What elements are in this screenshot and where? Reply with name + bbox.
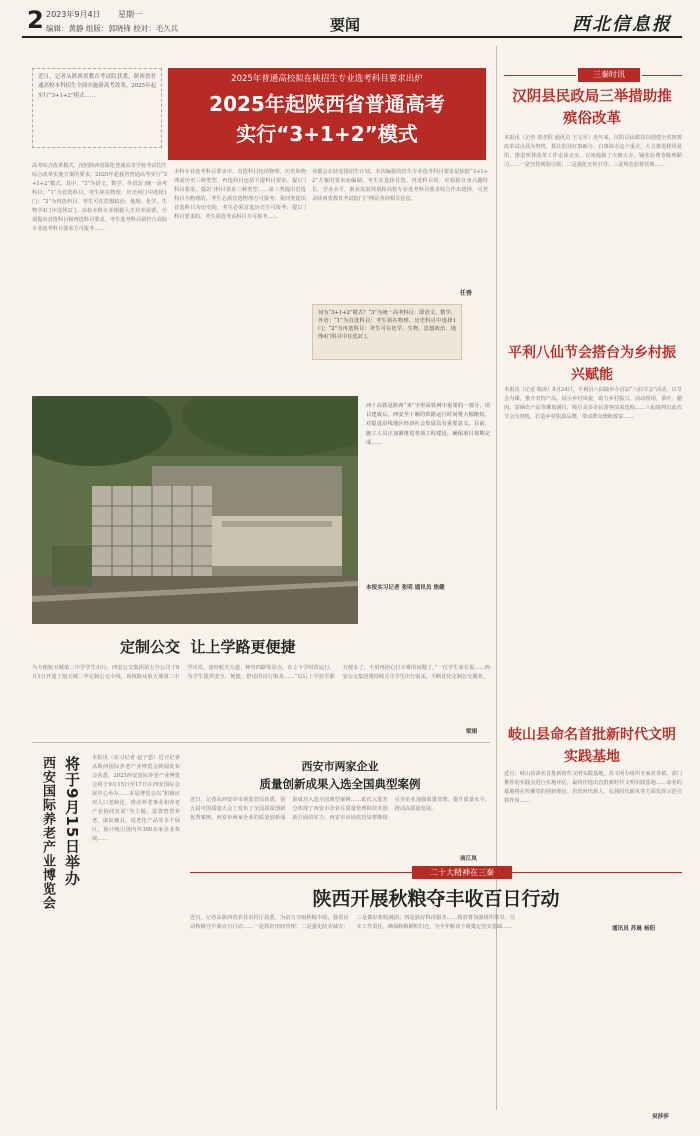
lead-title-line1: 2025年起陕西省普通高考 bbox=[209, 92, 445, 116]
rail-photo-credit: 本报实习记者 张明 通讯员 焦健 bbox=[366, 585, 445, 591]
quality-credit: 南江岚 bbox=[460, 856, 477, 862]
lead-banner bbox=[168, 68, 486, 160]
right-kicker-text: 三秦时讯 bbox=[593, 70, 625, 79]
bottom-credit: 吴莎莎 bbox=[652, 1114, 669, 1120]
rail-photo-art bbox=[32, 396, 358, 624]
expo-headline-1: 将于9月15日举办 bbox=[63, 756, 81, 887]
lead-subtitle: 2025年普通高校拟在陕招生专业选考科目要求出炉 bbox=[231, 74, 423, 84]
bottom-kicker bbox=[412, 866, 512, 879]
issue-date: 2023年9月4日 bbox=[46, 10, 101, 19]
traffic-body: 为方便航天城第二中学学生出行，西安公交集团第五分公司于9月1日开通了航天城二中定制公交专线，该线路从航天城第二中学出发，途经航天大道、神舟四路等站点，在上下学时段运行，为学生提供安全、便捷、舒适的出行服务……“以后上学放学都方便多了，不用再担心打车难的问题了。”一位学生家长说……西安公交集团将持续关注学生出行需求，不断优化定制公交服务。 bbox=[32, 665, 490, 680]
right-mid-title: 平利八仙节会搭台为乡村振兴赋能 bbox=[508, 345, 676, 383]
right-kicker bbox=[578, 68, 640, 82]
bottom-kicker-text: 二十大精神在三秦 bbox=[430, 868, 494, 877]
right-low-credit: 通讯员 苏晨 杨阳 bbox=[612, 926, 656, 932]
quality-body: 近日，记者从西安市市场监管局获悉，第五届中国质量大会上发布了全国质量创新优秀案例，西安市两家企业的质量创新成果成功入选全国典型案例……此次入选充分体现了西安市企业在质量管理和技术创新方面的实力，西安市市场监管局将继续引导企业加强质量管理，提升质量水平，推动高质量发展。 bbox=[190, 797, 490, 821]
traffic-credit: 梁娟 bbox=[466, 729, 478, 735]
traffic-divider bbox=[32, 742, 490, 743]
masthead: 西北信息报 bbox=[572, 14, 672, 35]
right-top-body: 本报讯（记者 贺孝程 通讯员 王文军）近年来，汉阴县民政局以创建全省殡葬改革试点县为契机，抓住倡导红事新办、白事简办这个重点，大力推进移风易俗，推进殡葬改革工作走深走实，有效遏制了大操大办、铺张浪费等陈规陋习……一是坚持规划引领；二是强化宣传引导；三是规范监督管理…… bbox=[504, 135, 682, 168]
lead-quote-box bbox=[312, 304, 462, 360]
expo-vertical-headline bbox=[32, 750, 90, 1050]
right-low-body: 近日，岐山县命名首批新时代文明实践基地，县文明办组织专家对各镇、部门推荐的实践点进行实地评估，最终评选出首批新时代文明实践基地……命名的基地将在传播党的创新理论、培育时代新人、弘扬时代新风等方面发挥示范引领作用…… bbox=[504, 771, 682, 804]
lead-intro: 近日，记者从陕西省教育考试院获悉，陕西省普通高校本科招生全面实施新高考改革，2025年起实行“3+1+2”模式…… bbox=[38, 74, 156, 99]
expo-headline-2: 西安国际养老产业博览会 bbox=[40, 756, 55, 910]
right-low-title: 岐山县命名首批新时代文明实践基地 bbox=[508, 727, 676, 765]
issue-weekday: 星期一 bbox=[118, 10, 142, 19]
lead-intro-box bbox=[32, 68, 162, 148]
lead-quote: 何为“3+1+2”模式？“3”为统一高考科目：即语文、数学、外语；“1”为首选科目：考生须在物理、历史科目中选择1门；“2”为再选科目：考生可在化学、生物、思想政治、地理4门科目中任选2门。 bbox=[318, 310, 456, 340]
rail-construction-photo bbox=[32, 396, 358, 624]
traffic-title: 定制公交 让上学路更便捷 bbox=[120, 638, 296, 656]
lead-column-1: 高考综合改革模式。按照陕西省深化普通高等学校考试招生综合改革实施方案的要求，2025年起我省普通高考实行“3+1+2”模式。其中，“3”为语文、数学、外语3门统一高考科目；“1”为首选科目，考生须在物理、历史两门中选择1门；“2”为再选科目，考生可在思想政治、地理、化学、生物学4门中选择2门。高校本科专业根据人才培养需要，分别提出首选科目和再选科目要求，考生选考科目须符合高校专业选考科目要求方可报考…… bbox=[32, 163, 167, 232]
lead-title-line2: 实行“3+1+2”模式 bbox=[236, 122, 418, 146]
right-top-line2 bbox=[642, 75, 682, 76]
editor-line: 编辑：黄静 组版：郭晓锋 校对：毛久兵 bbox=[46, 24, 179, 33]
lead-column-3: 业都会在陕安排招生计划。本次编报的招生专业选考科目要求是依据“3+1+2”方案的要求而编制，考生在选择首选、再选科目时，应根据自身兴趣特长、学业水平、职业发展规划和高校专业选考科目要求综合作出选择，可登录陕西省教育考试院门户网站查询相关信息。 bbox=[312, 169, 488, 202]
page-header bbox=[0, 0, 700, 38]
bottom-title: 陕西开展秋粮夺丰收百日行动 bbox=[312, 888, 560, 910]
bottom-body: 近日，记者从陕西省农业农村厅获悉，为奋力夺取秋粮丰收，我省启动秋粮夺丰收百日行动……一是抓好田间管理；二是强化防灾减灾；三是做好机收减损；四是搞好科技服务……我省将加强组织领导，压实工作责任，确保秋粮颗粒归仓，为全年粮食丰收奠定坚实基础…… bbox=[190, 915, 516, 930]
quality-title-2: 质量创新成果入选全国典型案例 bbox=[259, 777, 421, 791]
quality-title-1: 西安市两家企业 bbox=[301, 760, 379, 773]
lead-column-2: 本科专业选考科目要求中，首选科目包括物理、历史和物理或历史三种类型，再选科目包括不提科目要求、提1门科目要求、提2门科目要求三种类型……第三类提出首选科目为物理的，考生必须首选物理方可报考；第四类提出首选科目为历史的，考生必须首选历史方可报考；提1门科目要求的，考生须选考该科目方可报考…… bbox=[174, 169, 306, 220]
rail-photo-caption: 西十高铁是陕西“米”字形高铁网中重要的一部分，项目建成后，西安至十堰的铁路运行时间将大幅缩短，对促进沿线地区经济社会发展具有重要意义。目前，施工人员正加紧推进各项工程建设，确保项目按期完成…… bbox=[366, 403, 490, 446]
section-title: 要闻 bbox=[330, 16, 361, 34]
lead-credit: 任香 bbox=[460, 290, 473, 297]
right-mid-body: 本报讯（记者 陈涛）8月24日，平利县八仙镇举办首届“八仙节会”活动，以节会为媒，推介农特产品，展示乡村风貌，助力乡村振兴。活动现场，茶叶、腊肉、富硒农产品等琳琅满目，吸引众多市民游客前来选购……八仙镇将以此次节会为契机，打造乡村旅游品牌，带动群众增收致富…… bbox=[504, 387, 682, 420]
expo-body: 本报讯（实习记者 赵子恩）近日记者从陕西国际养老产业博览会新闻发布会获悉，2023西安国际养老产业博览会将于9月15日至17日在西安国际会展中心举办……本届博览会以“积极应对人口老龄化，推动养老事业和养老产业协同发展”为主题，设置智慧养老、康复辅具、适老化产品等多个展区，预计吸引国内外300余家企业参展…… bbox=[92, 755, 180, 842]
right-top-line bbox=[504, 75, 576, 76]
right-top-title: 汉阴县民政局三举措助推殡俗改革 bbox=[512, 89, 672, 127]
header-rule bbox=[22, 36, 682, 38]
page-number: 2 bbox=[27, 6, 44, 34]
